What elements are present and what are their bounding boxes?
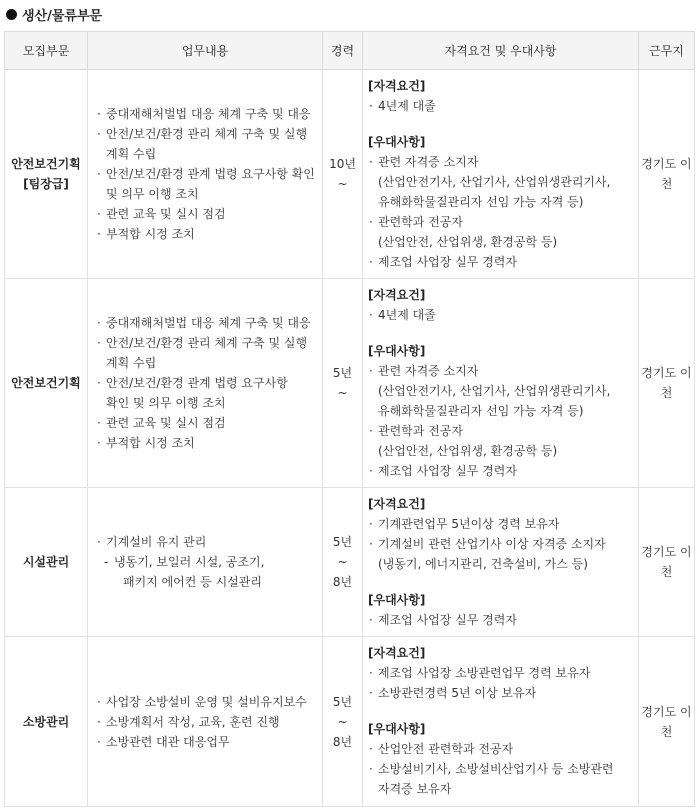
preference-item: · 관련 자격증 소지자: [368, 152, 634, 172]
header-category: 모집부문: [5, 32, 88, 70]
qualifications-cell: [363, 488, 639, 637]
duty-item-continued: 확인 및 의무 이행 조치: [106, 396, 226, 410]
preference-heading: [우대사항]: [368, 135, 426, 149]
duty-item: · 안전/보건/환경 관리 체계 구축 및 실행: [96, 333, 318, 353]
preference-continued: 자격증 보유자: [378, 782, 452, 796]
duty-item: · 안전/보건/환경 관계 법령 요구사항: [96, 373, 318, 393]
preference-item: · 제조업 사업장 실무 경력자: [368, 252, 634, 272]
qualification-item: · 4년제 대졸: [368, 96, 634, 116]
experience-text: ~: [337, 386, 348, 400]
category-cell: [5, 637, 88, 807]
qualification-item: · 기계설비 관련 산업기사 이상 자격증 소지자: [368, 534, 634, 554]
header-duties: 업무내용: [88, 32, 323, 70]
duty-item: · 관련 교육 및 실시 점검: [96, 204, 318, 224]
preference-continued: 유해화학물질관리자 선임 가능 자격 등): [378, 195, 584, 209]
duty-item: - 냉동기, 보일러 시설, 공조기,: [96, 552, 318, 572]
preference-continued: (산업안전기사, 산업기사, 산업위생관리기사,: [378, 175, 611, 189]
preference-continued: (산업안전, 산업위생, 환경공학 등): [378, 235, 558, 249]
duties-cell: [88, 279, 323, 488]
qualification-item: · 제조업 사업장 소방관련업무 경력 보유자: [368, 663, 634, 683]
duty-item: · 관련 교육 및 실시 점검: [96, 413, 318, 433]
qualification-heading: [자격요건]: [368, 79, 426, 93]
category-cell: [5, 488, 88, 637]
duties-cell: [88, 637, 323, 807]
experience-text: ~: [337, 714, 348, 729]
duty-item-continued: 패키지 에어컨 등 시설관리: [123, 575, 262, 589]
bullet-icon: [6, 9, 17, 20]
qualifications-cell: [363, 279, 639, 488]
duty-item-continued: 계획 수립: [106, 356, 157, 370]
table-row: [5, 637, 695, 807]
duty-item: · 부적합 시정 조치: [96, 433, 318, 453]
category-text: 시설관리: [22, 555, 70, 569]
spacer: [368, 703, 634, 719]
preference-item: · 관련학과 전공자: [368, 212, 634, 232]
preference-heading: [우대사항]: [368, 722, 426, 736]
qualification-continued: (냉동기, 에너지관리, 건축설비, 가스 등): [378, 557, 588, 571]
header-location: 근무지: [639, 32, 695, 70]
experience-text: ~: [337, 177, 348, 191]
category-cell: [5, 279, 88, 488]
header-qualifications: 자격요건 및 우대사항: [363, 32, 639, 70]
experience-cell: [323, 70, 363, 279]
duty-item: · 안전/보건/환경 관계 법령 요구사항 확인: [96, 164, 318, 184]
preference-item: · 제조업 사업장 실무 경력자: [368, 461, 634, 481]
spacer: [368, 574, 634, 590]
category-cell: [5, 70, 88, 279]
preference-item: · 산업안전 관련학과 전공자: [368, 739, 634, 759]
preference-item: · 관련학과 전공자: [368, 421, 634, 441]
experience-cell: [323, 488, 363, 637]
qualification-item: · 기계관련업무 5년이상 경력 보유자: [368, 514, 634, 534]
preference-item: · 관련 자격증 소지자: [368, 361, 634, 381]
experience-cell: [323, 279, 363, 488]
preference-continued: (산업안전, 산업위생, 환경공학 등): [378, 444, 558, 458]
spacer: [368, 325, 634, 341]
duty-item: · 사업장 소방설비 운영 및 설비유지보수: [96, 692, 318, 712]
experience-text: 8년: [332, 734, 353, 749]
duty-item: · 소방관련 대관 대응업무: [96, 732, 318, 752]
category-text: [팀장급]: [23, 177, 69, 191]
experience-text: 8년: [332, 575, 353, 589]
duties-cell: [88, 70, 323, 279]
table-header-row: [5, 32, 695, 70]
category-text: 안전보건기획: [11, 376, 81, 390]
qualification-item: · 4년제 대졸: [368, 305, 634, 325]
qualification-heading: [자격요건]: [368, 646, 426, 660]
location-cell: 경기도 이천: [639, 637, 695, 807]
preference-continued: 유해화학물질관리자 선임 가능 자격 등): [378, 404, 584, 418]
table-row: [5, 488, 695, 637]
duty-item: · 중대재해처벌법 대응 체계 구축 및 대응: [96, 104, 318, 124]
location-cell: 경기도 이천: [639, 70, 695, 279]
preference-item: · 소방설비기사, 소방설비산업기사 등 소방관련: [368, 759, 634, 779]
recruitment-table: [4, 31, 695, 807]
spacer: [368, 116, 634, 132]
duty-item: · 기계설비 유지 관리: [96, 532, 318, 552]
qualification-heading: [자격요건]: [368, 288, 426, 302]
experience-text: 5년: [332, 694, 353, 709]
preference-heading: [우대사항]: [368, 344, 426, 358]
table-row: [5, 70, 695, 279]
qualifications-cell: [363, 70, 639, 279]
preference-heading: [우대사항]: [368, 593, 426, 607]
duty-item: · 중대재해처벌법 대응 체계 구축 및 대응: [96, 313, 318, 333]
experience-text: 5년: [332, 366, 353, 380]
duty-item-continued: 계획 수립: [106, 147, 157, 161]
location-cell: 경기도 이천: [639, 488, 695, 637]
qualification-item: · 소방관련경력 5년 이상 보유자: [368, 683, 634, 703]
experience-cell: [323, 637, 363, 807]
qualifications-cell: [363, 637, 639, 807]
experience-text: 5년: [332, 535, 353, 549]
duty-item: · 부적합 시정 조치: [96, 224, 318, 244]
duty-item: · 소방계획서 작성, 교육, 훈련 진행: [96, 712, 318, 732]
duty-item: · 안전/보건/환경 관리 체계 구축 및 실행: [96, 124, 318, 144]
experience-text: 10년: [329, 157, 356, 171]
preference-item: · 제조업 사업장 실무 경력자: [368, 610, 634, 630]
duties-cell: [88, 488, 323, 637]
header-experience: 경력: [323, 32, 363, 70]
section-title-text: 생산/물류부문: [22, 8, 103, 24]
duty-item-continued: 및 의무 이행 조치: [106, 187, 199, 201]
category-text: 소방관리: [22, 714, 70, 729]
experience-text: ~: [337, 555, 348, 569]
qualification-heading: [자격요건]: [368, 497, 426, 511]
preference-continued: (산업안전기사, 산업기사, 산업위생관리기사,: [378, 384, 611, 398]
table-row: [5, 279, 695, 488]
section-title: [6, 4, 102, 24]
location-cell: 경기도 이천: [639, 279, 695, 488]
category-text: 안전보건기획: [11, 157, 81, 171]
